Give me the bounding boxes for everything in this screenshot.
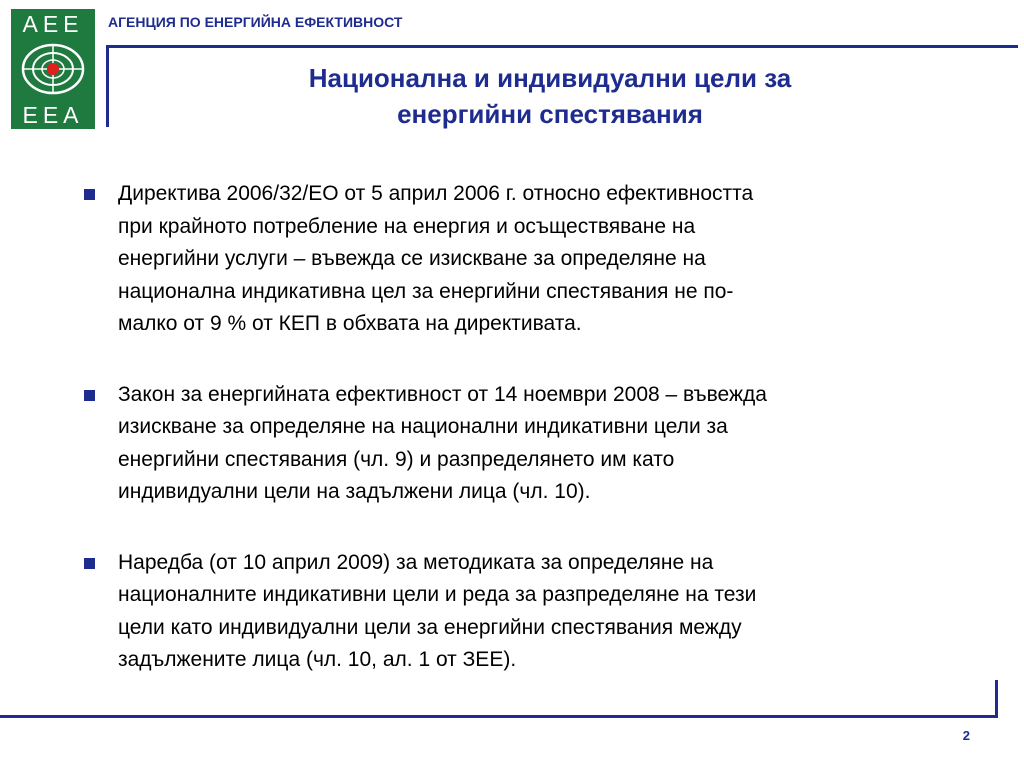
bullet-line: енергийни услуги – въвежда се изискване за определяне на (118, 247, 706, 270)
bullet-item-directive (84, 178, 924, 341)
bullet-square-icon (84, 390, 95, 401)
bullet-item-ordinance (84, 547, 924, 677)
bullet-line: национална индикативна цел за енергийни спестявания не по- (118, 279, 734, 303)
bullet-line: индивидуални цели на задължени лица (чл. 10). (118, 480, 591, 503)
bullet-line: Директива 2006/32/ЕО от 5 април 2006 г. относно ефективността (118, 182, 754, 205)
page-number: 2 (962, 728, 970, 743)
agency-logo (11, 9, 95, 129)
bullet-line: цели като индивидуални цели за енергийни спестявания между (118, 615, 742, 639)
header-divider-vertical (106, 45, 109, 127)
bullet-line: енергийни спестявания (чл. 9) и разпределянето им като (118, 447, 675, 471)
bullet-square-icon (84, 558, 95, 569)
bullet-line: при крайното потребление на енергия и осъществяване на (118, 214, 696, 238)
bullet-line: Закон за енергийната ефективност от 14 ноември 2008 – въвежда (118, 382, 767, 406)
slide-title-line-1: Национална и индивидуални цели за (308, 63, 792, 93)
logo-top-text: АЕЕ (22, 11, 84, 37)
bullet-line: малко от 9 % от КЕП в обхвата на директивата. (118, 312, 582, 335)
slide-title-line-2: енергийни спестявания (397, 99, 703, 129)
logo-bottom-text: EEA (22, 102, 84, 128)
bullet-line: Наредба (от 10 април 2009) за методиката за определяне на (118, 550, 714, 574)
header-divider-horizontal (106, 45, 1018, 48)
bullet-line: националните индикативни цели и реда за разпределяне на тези (118, 583, 757, 606)
footer-divider-horizontal (0, 715, 998, 718)
bullet-square-icon (84, 189, 95, 200)
logo-globe-icon (18, 36, 88, 102)
bullet-line: задължените лица (чл. 10, ал. 1 от ЗЕЕ). (118, 648, 517, 671)
footer-divider-vertical (995, 680, 998, 718)
org-name: АГЕНЦИЯ ПО ЕНЕРГИЙНА ЕФЕКТИВНОСТ (108, 14, 403, 30)
bullet-list (84, 178, 924, 677)
bullet-line: изискване за определяне на национални индикативни цели за (118, 415, 728, 438)
bullet-item-law (84, 379, 924, 509)
slide-title (120, 60, 980, 132)
